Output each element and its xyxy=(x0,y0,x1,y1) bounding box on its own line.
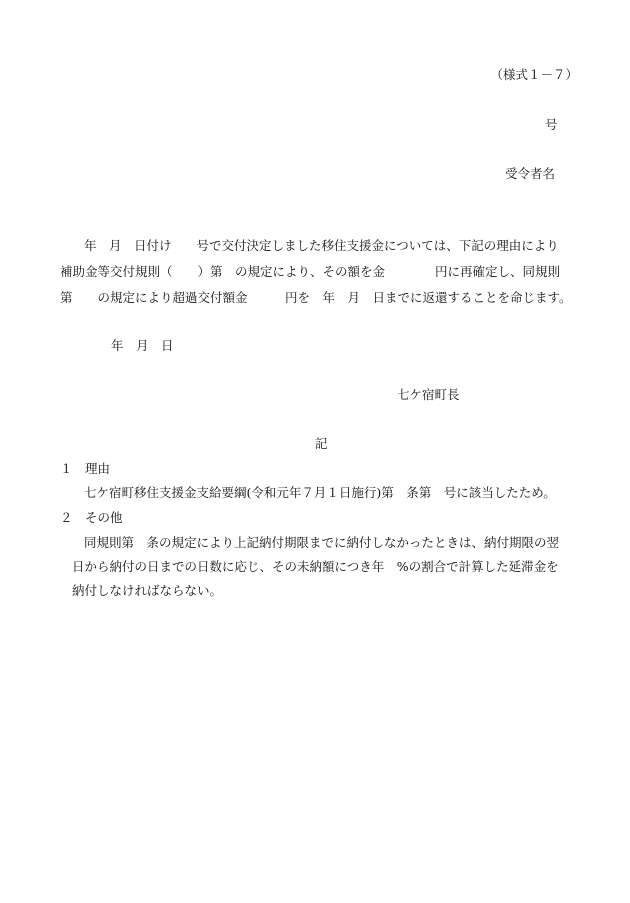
form-id-label: （様式１－７） xyxy=(490,67,578,82)
body-text-line-1: 年 月 日付け 号で交付決定しました移住支援金については、下記の理由により xyxy=(84,238,559,253)
item-1-label: １ 理由 xyxy=(60,461,111,476)
recipient-name-label: 受令者名 xyxy=(505,166,556,181)
item-2-text-line-2: 日から納付の日までの日数に応じ、その未納額につき年 %の割合で計算した延滞金を xyxy=(72,559,559,574)
item-2-text-line-1: 同規則第 条の規定により上記納付期限までに納付しなかったときは、納付期限の翌 xyxy=(84,535,560,550)
body-text-line-2: 補助金等交付規則（ ）第 の規定により、その額を金 円に再確定し、同規則 xyxy=(60,264,561,279)
item-1-text: 七ケ宿町移住支援金支給要綱(令和元年７月１日施行)第 条第 号に該当したため。 xyxy=(84,485,556,500)
document-number-label: 号 xyxy=(545,117,558,132)
item-2-text-line-3: 納付しなければならない。 xyxy=(72,583,223,598)
item-2-label: ２ その他 xyxy=(60,510,123,525)
signer-title: 七ケ宿町長 xyxy=(397,387,460,402)
ki-heading: 記 xyxy=(315,436,328,451)
issue-date: 年 月 日 xyxy=(111,338,174,353)
body-text-line-3: 第 の規定により超過交付額金 円を 年 月 日までに返還することを命じます。 xyxy=(60,290,572,305)
